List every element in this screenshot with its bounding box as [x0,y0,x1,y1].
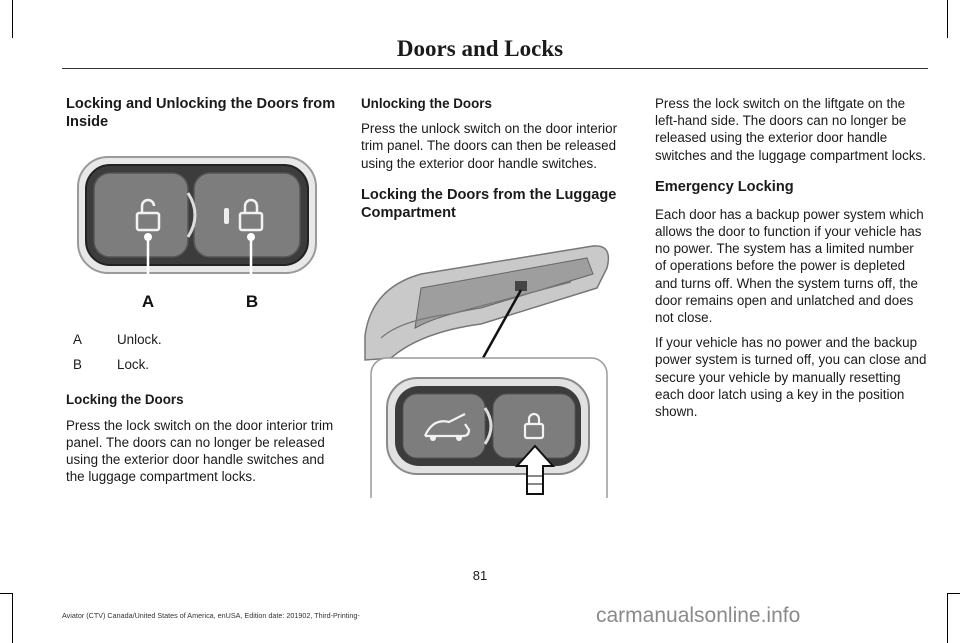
subheading: Unlocking the Doors [361,96,492,111]
legend-row [66,356,341,373]
column-3 [655,95,927,428]
figure-callout-a: A [141,292,155,311]
legend-key: A [73,332,82,347]
watermark-text: carmanualsonline.info [596,604,801,627]
subheading: Locking the Doors [66,392,184,408]
section-heading: Emergency Locking [655,178,794,195]
column-1 [66,95,341,493]
liftgate-switch-figure [361,228,633,498]
legend-key: B [73,357,82,373]
crop-mark [947,593,948,643]
page-number: 81 [472,568,488,583]
figure-callout-b: B [245,292,259,311]
door-lock-switch-illustration [66,147,341,317]
legend-row [66,331,341,348]
legend-text: Unlock. [117,332,162,347]
crop-mark [0,593,12,594]
paragraph: If your vehicle has no power and the backup power system is turned off, you can close and secure your vehicle by manually resetting each door latch using a key in the position shown. [655,335,927,420]
section-heading: Locking the Doors from the Luggage Compartment [361,186,617,221]
door-lock-switch-figure [66,147,341,317]
crop-mark [12,0,13,38]
crop-mark [12,593,13,643]
paragraph: Press the lock switch on the door interior trim panel. The doors can no longer be released using the exterior door handle switches and the luggage compartment locks. [66,417,334,485]
section-heading: Locking and Unlocking the Doors from Inside [66,96,336,130]
crop-mark [947,0,948,38]
column-2 [361,95,633,498]
paragraph: Press the unlock switch on the door interior trim panel. The doors can then be released using the exterior door handle switches. [361,121,618,171]
paragraph: Press the lock switch on the liftgate on the left-hand side. The doors can no longer be released using the exterior door handle switches and the luggage compartment locks. [655,96,926,163]
paragraph: Each door has a backup power system which allows the door to function if your vehicle has no power. The system has a limited number of operations before the power is depleted and turns off. When the system turns off, the door remains open and unlatched and does not close. [655,206,924,326]
page-header-title: Doors and Locks [396,36,564,61]
legend-text: Lock. [117,357,150,373]
liftgate-switch-illustration [361,228,633,498]
header-rule [62,68,928,69]
crop-mark [947,593,960,594]
edition-footer: Aviator (CTV) Canada/United States of America, enUSA, Edition date: 201902, Third-Printing- [62,611,360,620]
